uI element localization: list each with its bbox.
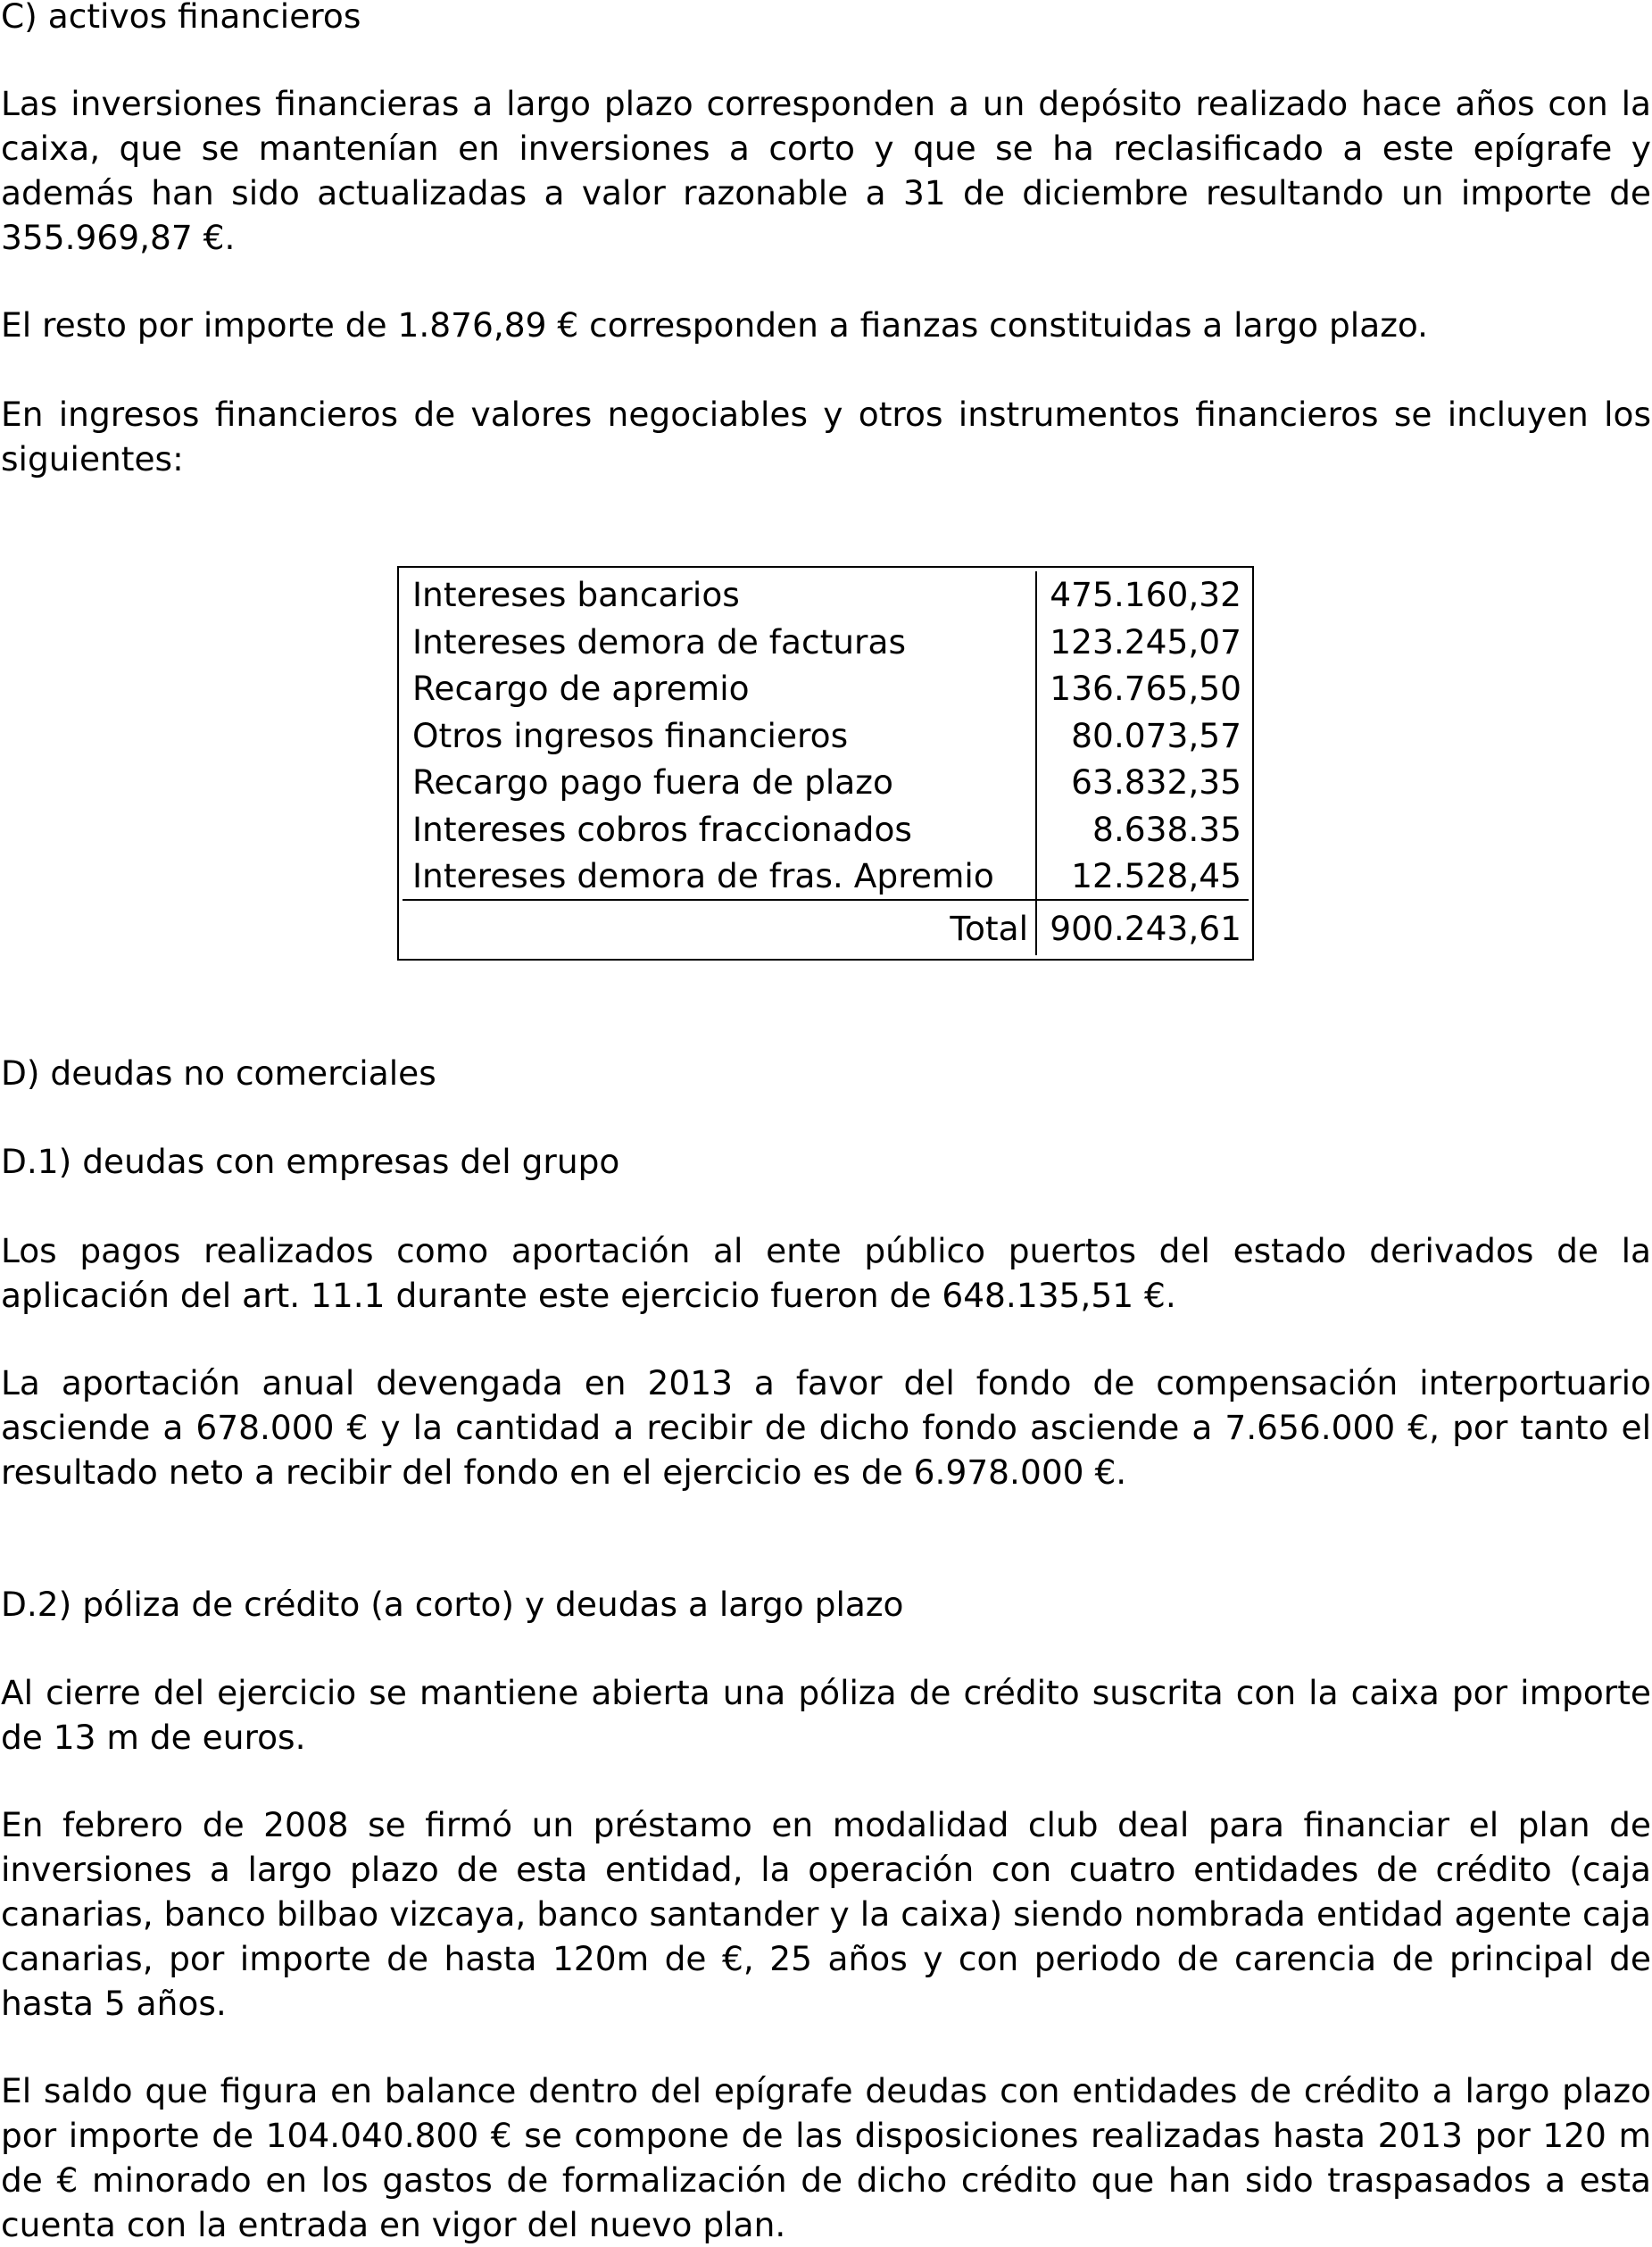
table-row [403,571,1249,618]
section-c-paragraph-2: El resto por importe de 1.876,89 € corresponden a fianzas constituidas a largo plazo. [1,305,1429,345]
section-c-paragraph-1: Las inversiones financieras a largo plazo corresponden a un depósito realizado hace años con la caixa, que se mantenían en inversiones a corto y que se ha reclasificado a este epígrafe y además han sido actualizadas a valor razonable a 31 de diciembre resultando un importe de 355.969,87 €. [1,84,1651,257]
row-value: 63.832,35 [1071,762,1241,803]
section-d2-paragraph-2: En febrero de 2008 se firmó un préstamo en modalidad club deal para financiar el plan de inversiones a largo plazo de esta entidad, la operación con cuatro entidades de crédito (caja canarias, banco bilbao vizcaya, banco santander y la caixa) siendo nombrada entidad agente caja canarias, por importe de hasta 120m de €, 25 años y con periodo de carencia de principal de hasta 5 años. [1,1805,1651,2023]
row-value: 123.245,07 [1050,621,1241,662]
row-label: Intereses cobros fraccionados [403,805,1036,852]
total-value: 900.243,61 [1036,900,1249,955]
row-value: 136.765,50 [1050,669,1241,709]
section-d1-paragraph-2: La aportación anual devengada en 2013 a favor del fondo de compensación interportuario asciende a 678.000 € y la cantidad a recibir de dicho fondo asciende a 7.656.000 €, por tanto el resultado neto a recibir del fondo en el ejercicio es de 6.978.000 €. [1,1363,1651,1492]
table-total-row [403,900,1249,955]
section-d-heading: D) deudas no comerciales [1,1053,436,1093]
row-value: 80.073,57 [1071,715,1241,755]
section-d2-paragraph-1: Al cierre del ejercicio se mantiene abierta una póliza de crédito suscrita con la caixa por importe de 13 m de euros. [1,1673,1651,1757]
table-row [403,712,1249,758]
row-label: Intereses bancarios [403,571,1036,618]
row-label: Intereses demora de facturas [403,618,1036,664]
section-d1-heading: D.1) deudas con empresas del grupo [1,1142,620,1181]
financial-income-table [397,566,1254,961]
table-row [403,853,1249,900]
row-label: Recargo pago fuera de plazo [403,759,1036,805]
row-value: 475.160,32 [1050,575,1241,615]
row-label: Recargo de apremio [403,665,1036,712]
row-label: Intereses demora de fras. Apremio [403,853,1036,900]
section-d2-heading: D.2) póliza de crédito (a corto) y deudas a largo plazo [1,1585,904,1624]
section-d1-paragraph-1: Los pagos realizados como aportación al ente público puertos del estado derivados de la aplicación del art. 11.1 durante este ejercicio fueron de 648.135,51 €. [1,1231,1651,1315]
table-row [403,805,1249,852]
total-label: Total [403,900,1036,955]
section-c-heading: C) activos financieros [1,0,361,36]
table-row [403,665,1249,712]
section-c-paragraph-3: En ingresos financieros de valores negociables y otros instrumentos financieros se incluyen los siguientes: [1,395,1651,479]
row-value: 8.638.35 [1092,809,1241,849]
table-row [403,759,1249,805]
row-label: Otros ingresos financieros [403,712,1036,758]
table-row [403,618,1249,664]
row-value: 12.528,45 [1071,856,1241,896]
section-d2-paragraph-3: El saldo que figura en balance dentro del epígrafe deudas con entidades de crédito a largo plazo por importe de 104.040.800 € se compone de las disposiciones realizadas hasta 2013 por 120 m de € minorado en los gastos de formalización de dicho crédito que han sido traspasados a esta cuenta con la entrada en vigor del nuevo plan. [1,2071,1651,2244]
financial-income-table-grid [403,571,1249,955]
